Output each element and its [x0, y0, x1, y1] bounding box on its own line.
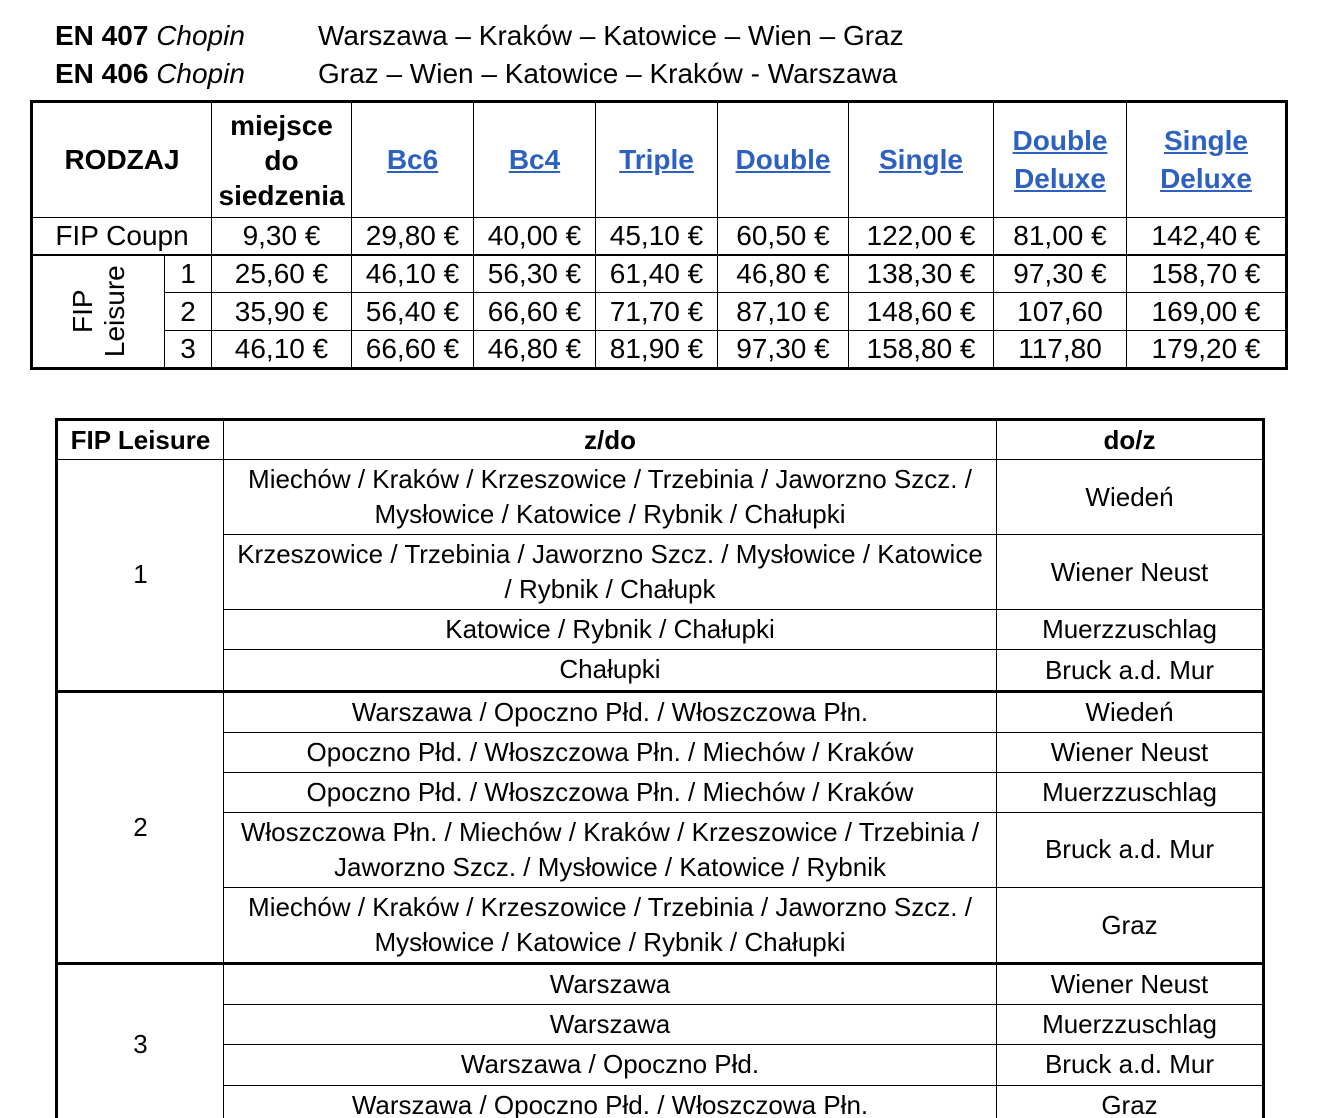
fip-leisure-row-2	[32, 293, 1287, 331]
price-cell: 158,80 €	[849, 331, 994, 369]
price-cell: 46,80 €	[474, 331, 596, 369]
price-cell: 61,40 €	[596, 255, 718, 293]
route-to: Wiener Neust	[997, 732, 1264, 772]
price-cell: 40,00 €	[474, 218, 596, 255]
price-cell: 158,70 €	[1127, 255, 1287, 293]
route-row	[57, 1085, 1264, 1118]
double-deluxe-link[interactable]: Double Deluxe	[1012, 125, 1108, 194]
price-cell: 46,10 €	[212, 331, 352, 369]
route-to: Graz	[997, 1085, 1264, 1118]
route-to: Bruck a.d. Mur	[997, 812, 1264, 887]
route-from: Miechów / Kraków / Krzeszowice / Trzebinia / Jaworzno Szcz. / Mysłowice / Katowice / Rybnik / Chałupki	[224, 888, 997, 964]
triple-link[interactable]: Triple	[619, 144, 694, 176]
group-number: 1	[57, 460, 224, 692]
group-number: 2	[57, 691, 224, 964]
bc4-link[interactable]: Bc4	[508, 144, 561, 176]
route-row	[57, 732, 1264, 772]
fip-leisure-column-header: FIP Leisure	[57, 420, 224, 460]
train-name: Chopin	[156, 58, 245, 89]
single-link[interactable]: Single	[878, 144, 963, 176]
route-from: Katowice / Rybnik / Chałupki	[224, 610, 997, 650]
bc4-header	[474, 102, 596, 218]
price-cell: 87,10 €	[718, 293, 849, 331]
fip-leisure-rotated-label: FIP Leisure	[66, 265, 130, 358]
price-cell: 81,90 €	[596, 331, 718, 369]
price-cell: 35,90 €	[212, 293, 352, 331]
triple-header	[596, 102, 718, 218]
route-row	[57, 535, 1264, 610]
price-cell: 29,80 €	[352, 218, 474, 255]
route-from: Warszawa	[224, 964, 997, 1005]
price-cell: 46,10 €	[352, 255, 474, 293]
price-cell: 179,20 €	[1127, 331, 1287, 369]
train-code-name	[55, 20, 318, 52]
route-row	[57, 772, 1264, 812]
single-deluxe-header	[1127, 102, 1287, 218]
route-to: Wiedeń	[997, 460, 1264, 535]
route-to: Muerzzuschlag	[997, 772, 1264, 812]
train-code-name	[55, 58, 318, 90]
price-cell: 107,60	[994, 293, 1127, 331]
price-cell: 9,30 €	[212, 218, 352, 255]
route-row	[57, 1005, 1264, 1045]
price-cell: 138,30 €	[849, 255, 994, 293]
route-to: Bruck a.d. Mur	[997, 650, 1264, 691]
route-to: Wiedeń	[997, 691, 1264, 732]
price-cell: 97,30 €	[718, 331, 849, 369]
price-cell: 46,80 €	[718, 255, 849, 293]
price-table	[30, 100, 1288, 370]
route-from: Warszawa / Opoczno Płd. / Włoszczowa Płn.	[224, 1085, 997, 1118]
route-row	[57, 610, 1264, 650]
leisure-row-number: 1	[165, 255, 212, 293]
route-to: Muerzzuschlag	[997, 1005, 1264, 1045]
from-column-header: z/do	[224, 420, 997, 460]
fip-coupon-label: FIP Coupn	[32, 218, 212, 255]
seat-header-label: miejsce do siedzenia	[218, 109, 345, 211]
route-from: Krzeszowice / Trzebinia / Jaworzno Szcz. / Mysłowice / Katowice / Rybnik / Chałupk	[224, 535, 997, 610]
route-to: Muerzzuschlag	[997, 610, 1264, 650]
route-to: Wiener Neust	[997, 535, 1264, 610]
route-from: Miechów / Kraków / Krzeszowice / Trzebinia / Jaworzno Szcz. / Mysłowice / Katowice / Rybnik / Chałupki	[224, 460, 997, 535]
route-row	[57, 691, 1264, 732]
train-titles	[55, 20, 904, 96]
rodzaj-header: RODZAJ	[32, 102, 212, 218]
bc6-header	[352, 102, 474, 218]
price-cell: 45,10 €	[596, 218, 718, 255]
price-cell: 71,70 €	[596, 293, 718, 331]
group-number: 3	[57, 964, 224, 1118]
route-from: Warszawa	[224, 1005, 997, 1045]
leisure-row-number: 2	[165, 293, 212, 331]
route-to: Bruck a.d. Mur	[997, 1045, 1264, 1085]
double-header	[718, 102, 849, 218]
route-from: Warszawa / Opoczno Płd. / Włoszczowa Płn.	[224, 691, 997, 732]
train-route: Warszawa – Kraków – Katowice – Wien – Graz	[318, 20, 904, 51]
train-title-row	[55, 20, 904, 58]
train-route: Graz – Wien – Katowice – Kraków - Warszawa	[318, 58, 898, 89]
leisure-row-number: 3	[165, 331, 212, 369]
route-to: Wiener Neust	[997, 964, 1264, 1005]
double-deluxe-header	[994, 102, 1127, 218]
route-row	[57, 812, 1264, 887]
route-table	[55, 418, 1265, 1118]
fip-leisure-row-3	[32, 331, 1287, 369]
route-table-header	[57, 420, 1264, 460]
train-code: EN 407	[55, 20, 149, 51]
price-cell: 56,30 €	[474, 255, 596, 293]
price-cell: 25,60 €	[212, 255, 352, 293]
route-row	[57, 964, 1264, 1005]
route-from: Opoczno Płd. / Włoszczowa Płn. / Miechów / Kraków	[224, 772, 997, 812]
to-column-header: do/z	[997, 420, 1264, 460]
seat-header	[212, 102, 352, 218]
price-cell: 169,00 €	[1127, 293, 1287, 331]
double-link[interactable]: Double	[735, 144, 831, 176]
bc6-link[interactable]: Bc6	[386, 144, 439, 176]
price-cell: 117,80	[994, 331, 1127, 369]
route-from: Opoczno Płd. / Włoszczowa Płn. / Miechów / Kraków	[224, 732, 997, 772]
route-from: Warszawa / Opoczno Płd.	[224, 1045, 997, 1085]
train-code: EN 406	[55, 58, 149, 89]
price-cell: 56,40 €	[352, 293, 474, 331]
route-from: Włoszczowa Płn. / Miechów / Kraków / Krzeszowice / Trzebinia / Jaworzno Szcz. / Mysłowice / Katowice / Rybnik	[224, 812, 997, 887]
route-row	[57, 888, 1264, 964]
route-row	[57, 650, 1264, 691]
train-name: Chopin	[156, 20, 245, 51]
price-cell: 66,60 €	[474, 293, 596, 331]
price-cell: 142,40 €	[1127, 218, 1287, 255]
single-deluxe-link[interactable]: Single Deluxe	[1160, 125, 1252, 194]
price-cell: 122,00 €	[849, 218, 994, 255]
route-row	[57, 460, 1264, 535]
route-from: Chałupki	[224, 650, 997, 691]
price-cell: 81,00 €	[994, 218, 1127, 255]
fip-leisure-rotated-label-cell	[32, 255, 165, 369]
price-cell: 66,60 €	[352, 331, 474, 369]
route-row	[57, 1045, 1264, 1085]
fip-leisure-row-1	[32, 255, 1287, 293]
price-cell: 60,50 €	[718, 218, 849, 255]
route-to: Graz	[997, 888, 1264, 964]
single-header	[849, 102, 994, 218]
price-cell: 148,60 €	[849, 293, 994, 331]
price-cell: 97,30 €	[994, 255, 1127, 293]
train-title-row	[55, 58, 904, 96]
fip-coupon-row	[32, 218, 1287, 255]
